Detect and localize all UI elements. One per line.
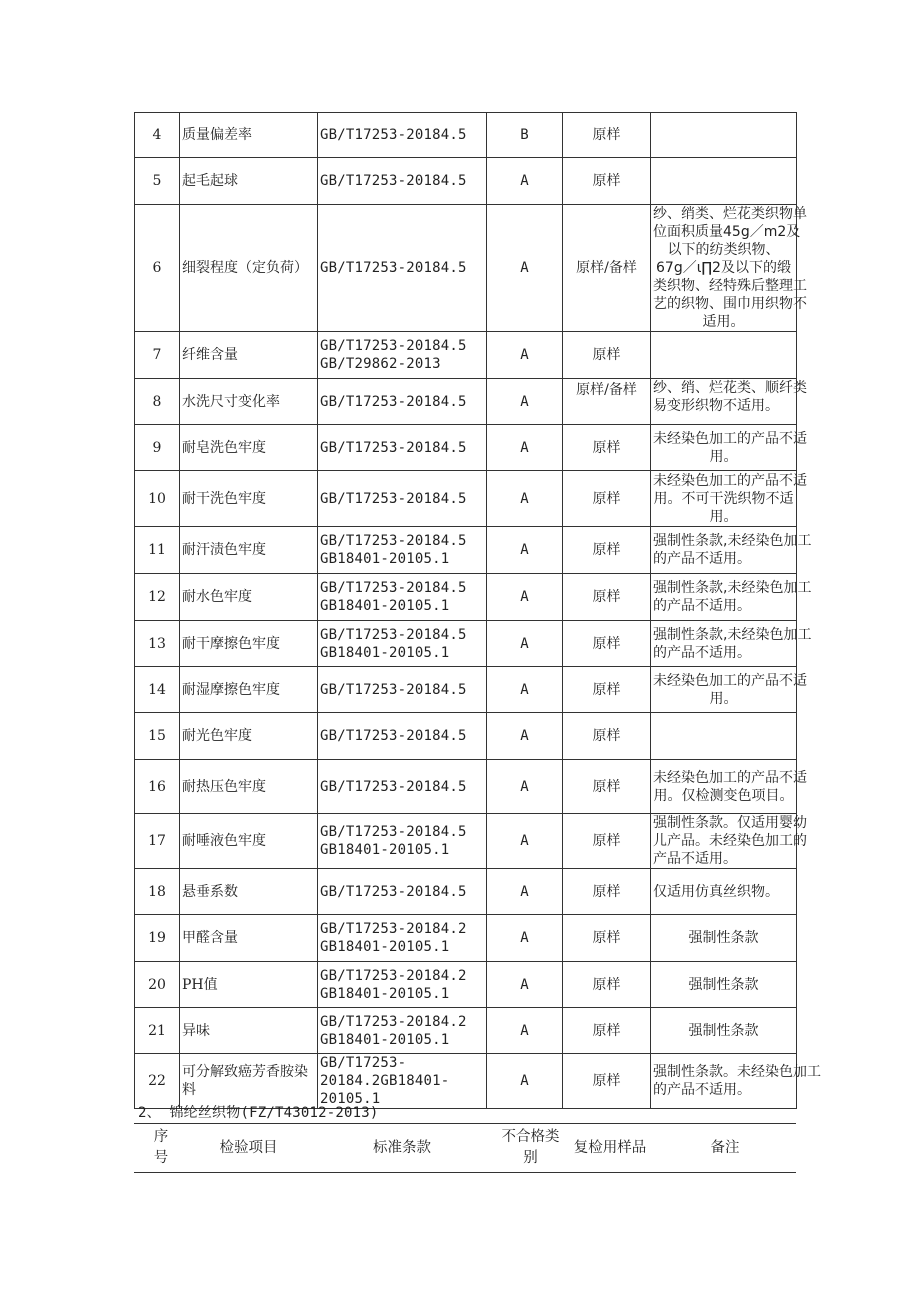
remark (651, 332, 797, 379)
standard-line: GB/T17253-20184.5 (320, 533, 467, 549)
inspection-item: 水洗尺寸变化率 (180, 379, 318, 425)
remark-line: 适用。 (702, 314, 745, 330)
inspection-item: 耐水色牢度 (180, 574, 318, 621)
row-number: 13 (135, 621, 180, 667)
row-number: 10 (135, 471, 180, 527)
row-number: 15 (135, 713, 180, 760)
standard-clause (318, 425, 487, 471)
inspection-item: 耐唾液色牢度 (180, 814, 318, 869)
standard-line: GB/T17253-20184.5 (320, 778, 467, 795)
retest-sample: 原样 (563, 760, 651, 814)
inspection-item: PH值 (180, 962, 318, 1008)
remark (651, 1008, 797, 1054)
standard-clause (318, 471, 487, 527)
inspection-item: 纤维含量 (180, 332, 318, 379)
standard-line: GB/T17253-20184.5 (320, 681, 467, 698)
next-table-header (134, 1123, 796, 1173)
remark (651, 205, 807, 332)
header-row (134, 1124, 796, 1173)
table-row (135, 471, 797, 527)
inspection-item: 耐湿摩擦色牢度 (180, 667, 318, 713)
remark (651, 1054, 821, 1109)
inspection-item: 质量偏差率 (180, 113, 318, 158)
table-row (135, 379, 797, 425)
standard-clause (318, 205, 487, 332)
remark-line: 位面积质量45g／m2及 (653, 224, 801, 240)
remark-line: 用。 (709, 508, 738, 525)
remark-line: 强制性条款,未经染色加工 (653, 580, 812, 596)
table-row (135, 1008, 797, 1054)
remark (651, 113, 797, 158)
retest-sample: 原样 (563, 667, 651, 713)
remark-line: 纱、绡、烂花类、顺纤类 (653, 380, 807, 396)
standard-clause (318, 760, 487, 814)
defect-class: A (487, 158, 563, 205)
inspection-item: 细裂程度（定负荷） (180, 205, 318, 332)
row-number: 12 (135, 574, 180, 621)
retest-sample: 原样 (563, 471, 651, 527)
standard-line: GB18401-20105.1 (320, 644, 450, 661)
defect-class: A (487, 814, 563, 869)
row-number: 14 (135, 667, 180, 713)
row-number: 18 (135, 869, 180, 915)
row-number: 19 (135, 915, 180, 962)
remark (651, 471, 807, 527)
retest-sample: 原样 (563, 332, 651, 379)
remark (651, 527, 812, 574)
remark-line: 的产品不适用。 (653, 551, 751, 567)
remark-line: 儿产品。未经染色加工的 (653, 833, 807, 849)
header-standard: 标准条款 (309, 1124, 495, 1173)
row-number: 8 (135, 379, 180, 425)
remark-line: 的产品不适用。 (653, 598, 751, 614)
standard-line: 20184.2GB18401- (320, 1073, 450, 1089)
standard-clause (318, 962, 487, 1008)
table-row (135, 113, 797, 158)
standard-line: GB/T17253-20184.5 (320, 883, 467, 900)
remark-line: 仅适用仿真丝织物。 (653, 883, 779, 900)
retest-sample: 原样 (563, 574, 651, 621)
defect-class: A (487, 574, 563, 621)
retest-sample: 原样/备样 (563, 379, 651, 425)
standard-clause (318, 869, 487, 915)
standard-line: GB/T17253- (320, 1055, 407, 1071)
section-heading: 2、 锦纶丝织物(FZ/T43012-2013) (138, 1105, 379, 1121)
remark-line: 强制性条款,未经染色加工 (653, 533, 812, 549)
standard-clause (318, 527, 487, 574)
retest-sample: 原样 (563, 621, 651, 667)
table-row (135, 158, 797, 205)
standard-line: GB/T17253-20184.2 (320, 967, 467, 984)
defect-class: A (487, 471, 563, 527)
standard-clause (318, 915, 487, 962)
remark-line: 用。 (709, 448, 738, 465)
row-number: 7 (135, 332, 180, 379)
defect-class: A (487, 1008, 563, 1054)
defect-class: A (487, 205, 563, 332)
defect-class: A (487, 1054, 563, 1109)
remark-line: 强制性条款。仅适用婴幼 (653, 815, 807, 831)
table-row (135, 527, 797, 574)
row-number: 9 (135, 425, 180, 471)
standard-clause (318, 667, 487, 713)
remark-line: 的产品不适用。 (653, 644, 751, 661)
defect-class: A (487, 760, 563, 814)
header-item: 检验项目 (188, 1124, 309, 1173)
standard-line: GB/T17253-20184.5 (320, 338, 467, 354)
remark-line: 强制性条款 (688, 1022, 759, 1039)
remark (651, 869, 797, 915)
retest-sample: 原样 (563, 869, 651, 915)
retest-sample: 原样 (563, 113, 651, 158)
remark (651, 621, 812, 667)
inspection-item: 耐热压色牢度 (180, 760, 318, 814)
defect-class: A (487, 425, 563, 471)
standard-line: GB18401-20105.1 (320, 1031, 450, 1048)
standard-clause (318, 1054, 487, 1109)
remark-line: 强制性条款,未经染色加工 (653, 626, 812, 643)
standard-clause (318, 332, 487, 379)
remark-line: 类织物、经特殊后整理工 (653, 278, 807, 294)
defect-class: A (487, 869, 563, 915)
defect-class: A (487, 379, 563, 425)
standard-line: GB/T29862-2013 (320, 356, 441, 372)
retest-sample: 原样 (563, 915, 651, 962)
table-row (135, 713, 797, 760)
standard-line: GB/T17253-20184.5 (320, 490, 467, 507)
remark-line: 未经染色加工的产品不适 (653, 472, 807, 489)
defect-class: A (487, 713, 563, 760)
remark (651, 915, 797, 962)
remark-line: 强制性条款。未经染色加工 (653, 1064, 821, 1080)
table-row (135, 425, 797, 471)
remark (651, 760, 807, 814)
standard-clause (318, 113, 487, 158)
standard-line: GB/T17253-20184.5 (320, 580, 467, 596)
row-number: 22 (135, 1054, 180, 1109)
standard-line: GB18401-20105.1 (320, 551, 450, 567)
standard-clause (318, 621, 487, 667)
standard-clause (318, 379, 487, 425)
remark-line: 未经染色加工的产品不适 (653, 672, 807, 689)
remark-line: 易变形织物不适用。 (653, 398, 779, 414)
retest-sample: 原样 (563, 158, 651, 205)
table-row (135, 814, 797, 869)
retest-sample: 原样/备样 (563, 205, 651, 332)
table-row (135, 574, 797, 621)
retest-sample: 原样 (563, 962, 651, 1008)
row-number: 11 (135, 527, 180, 574)
row-number: 20 (135, 962, 180, 1008)
table-row (135, 962, 797, 1008)
defect-class: A (487, 667, 563, 713)
remark-line: 的产品不适用。 (653, 1082, 751, 1098)
header-class: 不合格类 别 (495, 1124, 566, 1173)
defect-class: A (487, 915, 563, 962)
standard-clause (318, 1008, 487, 1054)
header-no: 序 号 (134, 1124, 188, 1173)
table-row (135, 621, 797, 667)
table-row (135, 667, 797, 713)
remark (651, 814, 807, 869)
remark-line: 纱、绡类、烂花类织物单 (653, 206, 807, 222)
standard-line: GB18401-20105.1 (320, 842, 450, 858)
remark-line: 强制性条款 (688, 976, 759, 993)
retest-sample: 原样 (563, 814, 651, 869)
row-number: 4 (135, 113, 180, 158)
row-number: 5 (135, 158, 180, 205)
inspection-item: 起毛起球 (180, 158, 318, 205)
standard-clause (318, 713, 487, 760)
remark-line: 产品不适用。 (653, 851, 737, 867)
table-row (135, 915, 797, 962)
standard-line: GB/T17253-20184.5 (320, 393, 467, 410)
standard-line: GB18401-20105.1 (320, 598, 450, 614)
table-row (135, 760, 797, 814)
inspection-item: 异味 (180, 1008, 318, 1054)
inspection-item: 甲醛含量 (180, 915, 318, 962)
standard-line: GB/T17253-20184.2 (320, 921, 467, 937)
remark-line: 未经染色加工的产品不适 (653, 769, 807, 786)
defect-class: A (487, 332, 563, 379)
inspection-item: 耐皂洗色牢度 (180, 425, 318, 471)
remark (651, 962, 797, 1008)
table-row (135, 1054, 797, 1109)
standard-line: GB18401-20105.1 (320, 939, 450, 955)
row-number: 16 (135, 760, 180, 814)
standard-line: GB/T17253-20184.2 (320, 1013, 467, 1030)
table-row (135, 332, 797, 379)
row-number: 6 (135, 205, 180, 332)
standard-line: GB/T17253-20184.5 (320, 439, 467, 456)
row-number: 21 (135, 1008, 180, 1054)
table-body (135, 113, 821, 1109)
standard-line: GB/T17253-20184.5 (320, 626, 467, 643)
remark-line: 用。不可干洗织物不适 (653, 490, 794, 507)
standard-clause (318, 158, 487, 205)
remark-line: 强制性条款 (688, 930, 759, 946)
remark-line: 艺的织物、围巾用织物不 (653, 296, 807, 312)
retest-sample: 原样 (563, 713, 651, 760)
inspection-item: 耐汗渍色牢度 (180, 527, 318, 574)
defect-class: A (487, 527, 563, 574)
remark-line: 未经染色加工的产品不适 (653, 430, 807, 447)
retest-sample: 原样 (563, 527, 651, 574)
remark (651, 713, 797, 760)
inspection-item: 悬垂系数 (180, 869, 318, 915)
remark (651, 667, 807, 713)
remark-line: 67g／ι∏2及以下的缎 (656, 260, 791, 276)
remark (651, 425, 807, 471)
standard-line: 20105.1 (320, 1091, 381, 1107)
defect-class: A (487, 962, 563, 1008)
header-remark: 备注 (654, 1124, 796, 1173)
table-row (135, 869, 797, 915)
remark-line: 以下的纺类织物、 (667, 242, 780, 258)
standard-clause (318, 814, 487, 869)
standard-line: GB/T17253-20184.5 (320, 260, 467, 276)
remark (651, 158, 797, 205)
header-sample: 复检用样品 (566, 1124, 654, 1173)
inspection-item: 耐干摩擦色牢度 (180, 621, 318, 667)
inspection-item: 耐干洗色牢度 (180, 471, 318, 527)
standard-line: GB18401-20105.1 (320, 985, 450, 1002)
row-number: 17 (135, 814, 180, 869)
defect-class: A (487, 621, 563, 667)
remark-line: 用。 (709, 690, 738, 707)
remark (651, 379, 807, 425)
remark (651, 574, 812, 621)
inspection-item: 耐光色牢度 (180, 713, 318, 760)
defect-class: B (487, 113, 563, 158)
standard-line: GB/T17253-20184.5 (320, 127, 467, 143)
remark-line: 用。仅检测变色项目。 (653, 787, 794, 804)
table-row (135, 205, 797, 332)
retest-sample: 原样 (563, 425, 651, 471)
retest-sample: 原样 (563, 1054, 651, 1109)
standard-line: GB/T17253-20184.5 (320, 824, 467, 840)
inspection-item: 可分解致癌芳香胺染料 (180, 1054, 318, 1109)
retest-sample: 原样 (563, 1008, 651, 1054)
standard-line: GB/T17253-20184.5 (320, 728, 467, 744)
standard-line: GB/T17253-20184.5 (320, 173, 467, 189)
standard-clause (318, 574, 487, 621)
inspection-table (134, 112, 821, 1109)
